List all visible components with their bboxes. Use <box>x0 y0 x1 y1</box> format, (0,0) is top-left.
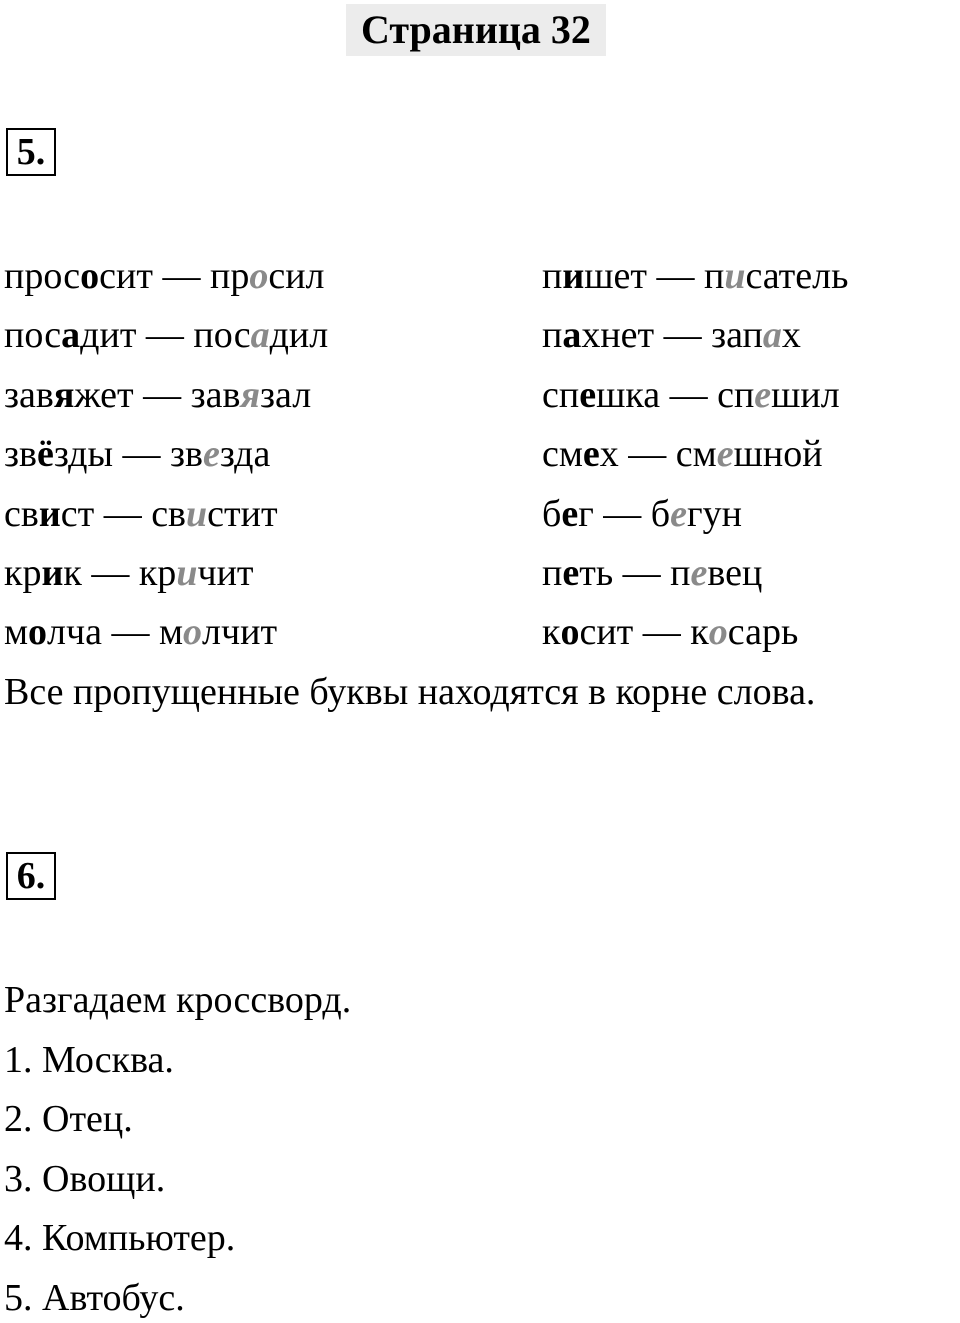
word-fragment: ст — св <box>60 493 186 535</box>
stressed-vowel: е <box>582 433 600 475</box>
word-fragment: вец <box>707 552 763 594</box>
stressed-vowel: и <box>38 493 61 535</box>
word-fragment: ть — п <box>579 552 691 594</box>
word-pair-right <box>542 373 840 417</box>
stressed-vowel: а <box>61 314 81 356</box>
word-fragment: зды — зв <box>53 433 203 475</box>
word-fragment: сит — пр <box>99 255 250 297</box>
unstressed-vowel: о <box>183 611 203 653</box>
word-fragment: св <box>4 493 39 535</box>
word-pair-left <box>4 551 254 595</box>
task-6-number: 6. <box>6 852 56 900</box>
word-fragment: шной <box>733 433 823 475</box>
word-fragment: про <box>4 255 64 297</box>
word-fragment: х <box>781 314 801 356</box>
unstressed-vowel: а <box>250 314 270 356</box>
stressed-vowel: о <box>80 255 100 297</box>
word-fragment: зав <box>4 374 54 416</box>
task-5-conclusion: Все пропущенные буквы находятся в корне слова. <box>4 671 816 713</box>
word-fragment: с <box>63 255 81 297</box>
word-fragment: шет — п <box>584 255 725 297</box>
task-6-intro: Разгадаем кроссворд. <box>4 979 352 1021</box>
word-fragment: зал <box>260 374 312 416</box>
word-fragment: п <box>542 314 563 356</box>
word-fragment: сатель <box>745 255 849 297</box>
word-fragment: дил <box>269 314 329 356</box>
unstressed-vowel: и <box>176 552 198 594</box>
word-fragment: к <box>542 611 561 653</box>
unstressed-vowel: о <box>249 255 269 297</box>
word-fragment: кр <box>4 552 42 594</box>
answer-item: 3. Овощи. <box>4 1158 166 1200</box>
word-pair-left <box>4 610 277 654</box>
word-pair-right <box>542 610 798 654</box>
word-fragment: дит — пос <box>80 314 251 356</box>
word-pair-right <box>542 432 823 476</box>
word-pair-left <box>4 432 270 476</box>
word-fragment: к — кр <box>63 552 177 594</box>
word-fragment: сит — к <box>579 611 709 653</box>
unstressed-vowel: я <box>240 374 261 416</box>
answer-item: 5. Автобус. <box>4 1277 185 1319</box>
word-fragment: п <box>542 255 563 297</box>
answer-item: 4. Компьютер. <box>4 1217 236 1259</box>
task-5-number: 5. <box>6 128 56 176</box>
answer-item: 1. Москва. <box>4 1039 174 1081</box>
word-fragment: стит <box>207 493 278 535</box>
word-fragment: б <box>542 493 562 535</box>
answer-item: 2. Отец. <box>4 1098 133 1140</box>
word-fragment: лчит <box>202 611 278 653</box>
unstressed-vowel: е <box>202 433 220 475</box>
stressed-vowel: о <box>560 611 580 653</box>
unstressed-vowel: е <box>690 552 708 594</box>
stressed-vowel: я <box>53 374 75 416</box>
stressed-vowel: е <box>561 493 579 535</box>
unstressed-vowel: и <box>724 255 746 297</box>
word-pair-right <box>542 313 801 357</box>
word-pair-right <box>542 492 742 536</box>
word-fragment: чит <box>197 552 254 594</box>
word-fragment: г — б <box>578 493 671 535</box>
stressed-vowel: и <box>562 255 585 297</box>
word-fragment: зв <box>4 433 37 475</box>
word-pair-left <box>4 254 325 298</box>
word-fragment: лча — м <box>47 611 184 653</box>
word-fragment: сил <box>268 255 325 297</box>
word-pair-left <box>4 313 328 357</box>
word-fragment: жет — зав <box>74 374 241 416</box>
word-fragment: х — см <box>599 433 717 475</box>
word-fragment: шка — сп <box>596 374 755 416</box>
stressed-vowel: о <box>28 611 48 653</box>
word-fragment: шил <box>771 374 840 416</box>
unstressed-vowel: е <box>754 374 772 416</box>
stressed-vowel: а <box>562 314 582 356</box>
unstressed-vowel: е <box>670 493 688 535</box>
stressed-vowel: е <box>579 374 597 416</box>
unstressed-vowel: а <box>762 314 782 356</box>
word-pair-right <box>542 551 762 595</box>
stressed-vowel: ё <box>36 433 54 475</box>
word-fragment: п <box>542 552 563 594</box>
stressed-vowel: е <box>562 552 580 594</box>
page-title: Страница 32 <box>346 4 606 56</box>
word-fragment: зда <box>219 433 271 475</box>
word-fragment: пос <box>4 314 62 356</box>
word-fragment: м <box>4 611 29 653</box>
word-fragment: хнет — зап <box>581 314 763 356</box>
word-fragment: см <box>542 433 583 475</box>
word-fragment: сарь <box>727 611 799 653</box>
word-pair-right <box>542 254 848 298</box>
word-pair-left <box>4 373 311 417</box>
stressed-vowel: и <box>41 552 64 594</box>
unstressed-vowel: и <box>186 493 208 535</box>
unstressed-vowel: о <box>708 611 728 653</box>
unstressed-vowel: е <box>716 433 734 475</box>
word-fragment: гун <box>687 493 742 535</box>
word-pair-left <box>4 492 278 536</box>
word-fragment: сп <box>542 374 580 416</box>
